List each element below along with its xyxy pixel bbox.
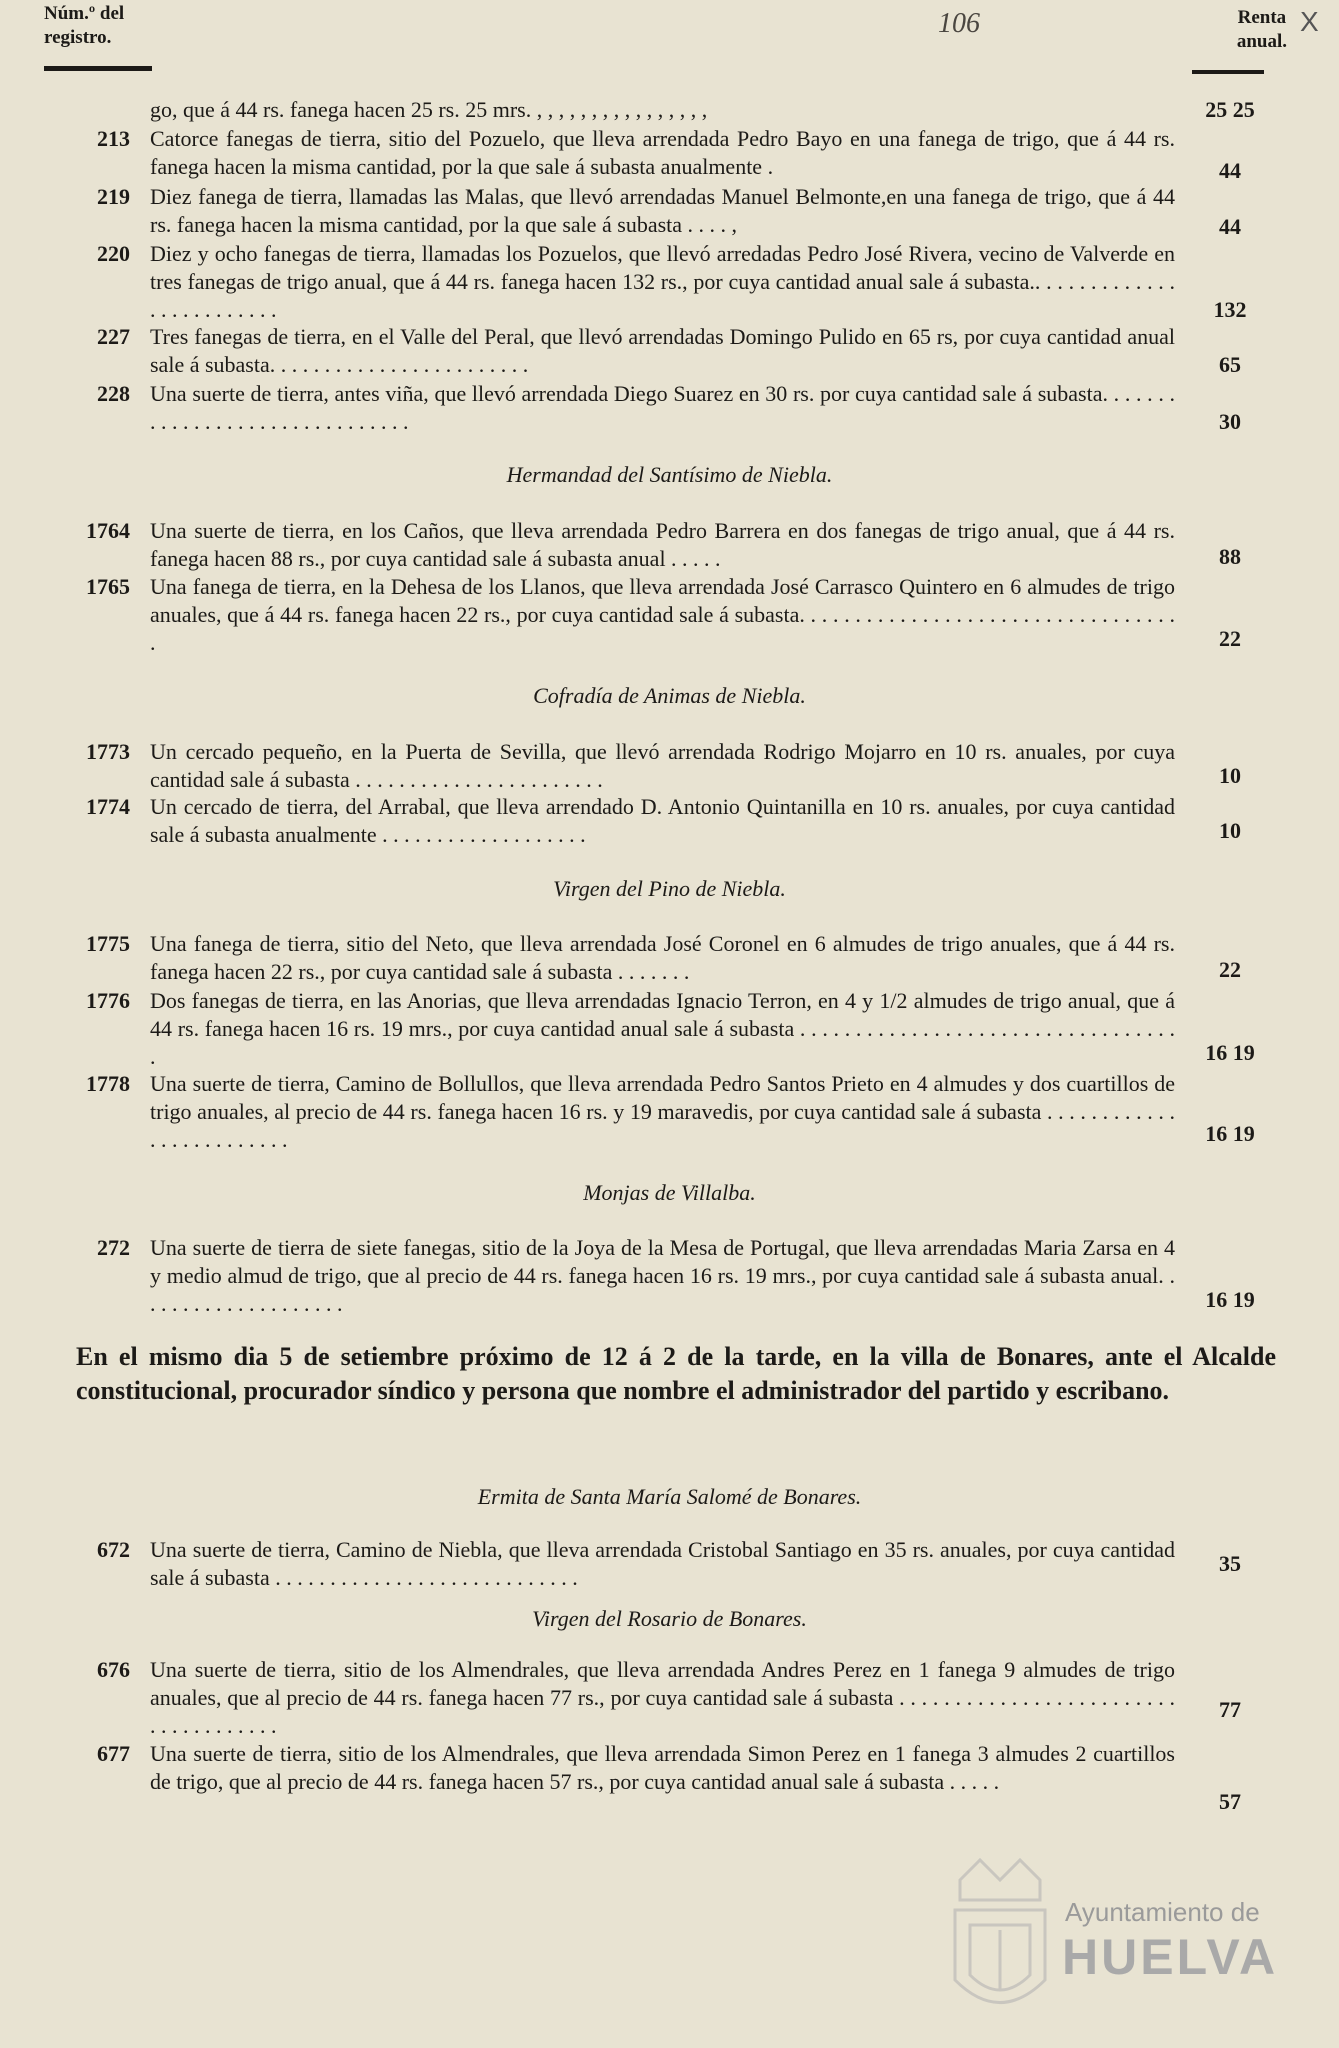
watermark-line2: HUELVA: [1062, 1929, 1279, 1985]
entry-text: Un cercado pequeño, en la Puerta de Sevilla, que llevó arrendada Rodrigo Mojarro en 10 rs. anuales, por cuya cantidad sale á subasta . . . . . . . . . . . . . . . . . . . . . . .: [150, 739, 1175, 792]
section-heading: Hermandad del Santísimo de Niebla.: [506, 462, 833, 487]
section-heading: Monjas de Villalba.: [583, 1180, 756, 1205]
column-header-register-number: [44, 2, 124, 50]
entry-text: Una suerte de tierra, en los Caños, que lleva arrendada Pedro Barrera en dos fanegas de trigo anual, que á 44 rs. fanega hacen 88 rs., por cuya cantidad sale á subasta anual . . . . .: [150, 518, 1175, 571]
entry-text: Una suerte de tierra de siete fanegas, sitio de la Joya de la Mesa de Portugal, que lleva arrendadas Maria Zarsa en 4 y medio almud de trigo, que al precio de 44 rs. fanega hacen 16 rs. 19 mrs., por cuya cantidad sale á subasta anual. . . . . . . . . . . . . . . . . . . .: [150, 1235, 1175, 1316]
register-number: 220: [97, 241, 130, 266]
section-heading: Cofradía de Animas de Niebla.: [533, 683, 806, 708]
header-right-line2: anual.: [1236, 31, 1287, 52]
register-number: 1775: [86, 931, 130, 956]
annual-rent: 35: [1219, 1551, 1241, 1576]
annual-rent: 77: [1219, 1697, 1241, 1722]
register-number: 228: [97, 381, 130, 406]
header-left-line2: registro.: [44, 27, 112, 48]
annual-rent: 65: [1219, 352, 1241, 377]
entry-text: Un cercado de tierra, del Arrabal, que lleva arrendado D. Antonio Quintanilla en 10 rs. anuales, por cuya cantidad sale á subasta anualmente . . . . . . . . . . . . . . . . . . .: [150, 794, 1175, 847]
annual-rent: 44: [1219, 158, 1241, 183]
entry-text: Dos fanegas de tierra, en las Anorias, que lleva arrendadas Ignacio Terron, en 4 y 1/2 almudes de trigo anual, que á 44 rs. fanega hacen 16 rs. 19 mrs., por cuya cantidad anual sale á subasta . . . . . . . . . . . . . . . . . . . . . . . . . . . . . . . . . . .: [150, 988, 1175, 1069]
entry-text: Una suerte de tierra, sitio de los Almendrales, que lleva arrendada Andres Perez en 1 fanega 9 almudes de trigo anuales, que al precio de 44 rs. fanega hacen 77 rs., por cuya cantidad sale á subasta . . . . . . . . . . . . . . . . . . . . . . . . . . . . . . . . . . . . .: [150, 1657, 1175, 1738]
annual-rent: 25 25: [1205, 97, 1255, 122]
auction-notice: En el mismo dia 5 de setiembre próximo de 12 á 2 de la tarde, en la villa de Bonares, ante el Alcalde constitucional, procurador síndico y persona que nombre el administrador del partido y escribano.: [76, 1342, 1276, 1405]
entry-text: go, que á 44 rs. fanega hacen 25 rs. 25 mrs. , , , , , , , , , , , , , , , ,: [150, 97, 708, 122]
entry-text: Diez y ocho fanegas de tierra, llamadas los Pozuelos, que llevó arredadas Pedro José Rivera, vecino de Valverde en tres fanegas de trigo anual, que á 44 rs. fanega hacen 132 rs., por cuya cantidad anual sale á subasta.. . . . . . . . . . . . . . . . . . . . . . . . .: [150, 241, 1175, 322]
entry-text: Una suerte de tierra, Camino de Niebla, que lleva arrendada Cristobal Santiago en 35 rs. anuales, por cuya cantidad sale á subasta . . . . . . . . . . . . . . . . . . . . . . . . . . . .: [150, 1537, 1175, 1590]
annual-rent: 10: [1219, 818, 1241, 843]
entry-text: Tres fanegas de tierra, en el Valle del Peral, que llevó arrendadas Domingo Pulido en 65 rs, por cuya cantidad anual sale á subasta. . . . . . . . . . . . . . . . . . . . . . . .: [150, 324, 1175, 377]
section-heading: Virgen del Pino de Niebla.: [553, 876, 786, 901]
annual-rent: 30: [1219, 409, 1241, 434]
register-number: 227: [97, 324, 130, 349]
annual-rent: 16 19: [1205, 1040, 1255, 1065]
annual-rent: 57: [1219, 1789, 1241, 1814]
annual-rent: 44: [1219, 214, 1241, 239]
register-number: 672: [97, 1537, 130, 1562]
page-folio: 106: [938, 8, 980, 39]
entry-text: Diez fanega de tierra, llamadas las Malas, que llevó arrendadas Manuel Belmonte,en una fanega de trigo, que á 44 rs. fanega hacen la misma cantidad, por la que sale á subasta . . . . ,: [150, 184, 1175, 237]
section-heading: Ermita de Santa María Salomé de Bonares.: [477, 1484, 862, 1509]
annual-rent: 132: [1213, 297, 1247, 322]
annual-rent: 22: [1219, 957, 1241, 982]
header-left-line1: Núm.º del: [44, 3, 125, 24]
register-number: 1773: [86, 739, 130, 764]
register-number: 272: [97, 1235, 130, 1260]
register-number: 219: [97, 184, 130, 209]
entry-text: Catorce fanegas de tierra, sitio del Pozuelo, que lleva arrendada Pedro Bayo en una fanega de trigo, que á 44 rs. fanega hacen la misma cantidad, por la que sale á subasta anualmente .: [150, 126, 1175, 179]
annual-rent: 16 19: [1205, 1287, 1255, 1312]
watermark-line1: Ayuntamiento de: [1065, 1897, 1260, 1927]
annual-rent: 10: [1219, 763, 1241, 788]
register-number: 1778: [86, 1071, 130, 1096]
register-number: 676: [97, 1657, 130, 1682]
register-number: 1774: [86, 794, 130, 819]
register-number: 1764: [86, 518, 130, 543]
annual-rent: 16 19: [1205, 1121, 1255, 1146]
header-rule-right: [1192, 70, 1264, 74]
register-number: 1776: [86, 988, 130, 1013]
entry-text: Una fanega de tierra, sitio del Neto, que lleva arrendada José Coronel en 6 almudes de trigo anuales, que á 44 rs. fanega hacen 22 rs., por cuya cantidad sale á subasta . . . . . . .: [150, 931, 1175, 984]
header-right-line1: Renta: [1237, 7, 1287, 28]
entry-text: Una suerte de tierra, Camino de Bollullos, que lleva arrendada Pedro Santos Prieto en 4 almudes y dos cuartillos de trigo anuales, al precio de 44 rs. fanega hacen 16 rs. y 19 maravedis, por cuya cantidad sale á subasta . . . . . . . . . . . . . . . . . . . . . . . . .: [150, 1071, 1175, 1152]
annual-rent: 22: [1219, 626, 1241, 651]
register-number: 213: [97, 126, 130, 151]
header-rule-left: [44, 66, 152, 71]
column-header-annual-rent: [1237, 6, 1287, 54]
entry-text: Una suerte de tierra, antes viña, que llevó arrendada Diego Suarez en 30 rs. por cuya cantidad sale á subasta. . . . . . . . . . . . . . . . . . . . . . . . . . . . . . .: [150, 381, 1175, 434]
register-number: 1765: [86, 574, 130, 599]
entry-text: Una fanega de tierra, en la Dehesa de los Llanos, que lleva arrendada José Carrasco Quintero en 6 almudes de trigo anuales, que á 44 rs. fanega hacen 22 rs., por cuya cantidad sale á subasta. . . . . . . . . . . . . . . . . . . . . . . . . . . . . . . . . . .: [150, 574, 1175, 655]
margin-mark: X: [1300, 6, 1319, 37]
section-heading: Virgen del Rosario de Bonares.: [532, 1606, 807, 1631]
register-number: 677: [97, 1741, 130, 1766]
entry-text: Una suerte de tierra, sitio de los Almendrales, que lleva arrendada Simon Perez en 1 fanega 3 almudes 2 cuartillos de trigo, que al precio de 44 rs. fanega hacen 57 rs., por cuya cantidad anual sale á subasta . . . . .: [150, 1741, 1175, 1794]
annual-rent: 88: [1219, 544, 1241, 569]
